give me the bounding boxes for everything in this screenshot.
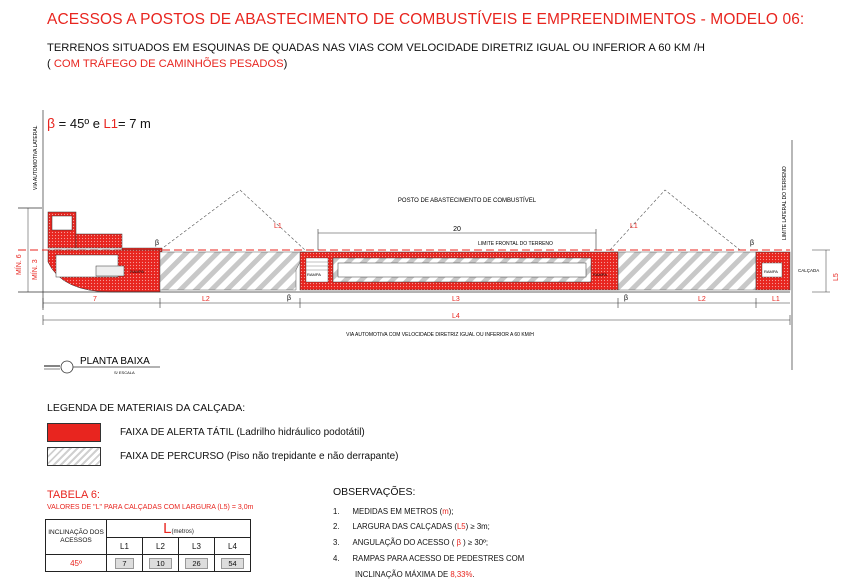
- L-unit: (metros): [171, 529, 194, 535]
- table-L-header: [107, 520, 251, 538]
- paren-open: (: [47, 58, 51, 70]
- legend-label-tactile: FAIXA DE ALERTA TÁTIL (Ladrilho hidráulico podotátil): [120, 427, 365, 438]
- heavy-truck-note: COM TRÁFEGO DE CAMINHÕES PESADOS: [50, 58, 284, 70]
- values-table: [45, 519, 251, 572]
- posto-label: POSTO DE ABASTECIMENTO DE COMBUSTÍVEL: [397, 198, 537, 204]
- via-label: VIA AUTOMOTIVA COM VELOCIDADE DIRETRIZ IGUAL OU INFERIOR A 60 KM/H: [346, 332, 534, 338]
- legend-label-path: FAIXA DE PERCURSO (Piso não trepidante e não derrapante): [120, 451, 399, 462]
- min6-label: MÍN. 6: [16, 254, 23, 275]
- obs-item-4: [333, 554, 524, 563]
- obs-text: ANGULAÇÃO DO ACESSO (: [352, 538, 457, 547]
- right-driveway-hatch: [610, 252, 756, 290]
- subtitle-terrain: TERRENOS SITUADOS EM ESQUINAS DE QUADAS NAS VIAS COM VELOCIDADE DIRETRIZ IGUAL OU INFERIOR A 60 KM /H: [47, 42, 705, 54]
- table-subtitle: VALORES DE "L" PARA CALÇADAS COM LARGURA (L5) = 3,0m: [47, 504, 254, 511]
- dim-20-label: 20: [453, 226, 461, 233]
- observations-title: OBSERVAÇÕES:: [333, 486, 416, 498]
- beta-mark-2: β: [287, 295, 292, 302]
- rampa-center-label: RAMPA: [307, 272, 321, 277]
- side-label-right: LIMITE LATERAL DO TERRENO: [782, 166, 788, 240]
- obs-text: MEDIDAS EM METROS (: [352, 507, 443, 516]
- beta-mark-1: β: [155, 240, 160, 247]
- table-head-label: INCLINAÇÃO DOS ACESSOS: [46, 520, 107, 555]
- value-l2-text: 10: [149, 558, 171, 569]
- l1-value: = 7 m: [118, 116, 151, 131]
- obs-red: L5: [456, 522, 466, 531]
- page-title: ACESSOS A POSTOS DE ABASTECIMENTO DE COMBUSTÍVEIS E EMPREENDIMENTOS - MODELO 06:: [47, 11, 805, 28]
- obs-text: INCLINAÇÃO MÁXIMA DE: [355, 570, 451, 579]
- escala-label: S/ ESCALA: [114, 370, 135, 375]
- col-l4: L4: [215, 538, 251, 555]
- beta-symbol: β: [47, 115, 56, 131]
- value-l1-text: 7: [115, 558, 133, 569]
- obs-tail: );: [448, 507, 454, 516]
- obs-tail: ) ≥ 3m;: [465, 522, 490, 531]
- value-l4: [215, 555, 251, 572]
- obs-num: 4.: [333, 554, 340, 563]
- value-l1: [107, 555, 143, 572]
- beta-mark-4: β: [750, 240, 755, 247]
- obs-item-4-line2: [355, 570, 475, 579]
- l1-right-label: L1: [630, 223, 638, 230]
- l3-label: L3: [452, 296, 460, 303]
- obs-item-1: [333, 507, 453, 516]
- central-island-walkway: [338, 263, 586, 277]
- obs-num: 3.: [333, 538, 340, 547]
- min3-label: MÍN. 3: [32, 259, 39, 280]
- obs-text: LARGURA DAS CALÇADAS (: [352, 522, 457, 531]
- rampa-right-label: RAMPA: [764, 269, 778, 274]
- obs-tail: ) ≥ 30º;: [461, 538, 489, 547]
- right-triangle-guide: [610, 190, 740, 250]
- left-driveway-hatch: [160, 252, 305, 290]
- l5-label: L5: [833, 273, 840, 281]
- obs-red: m: [442, 507, 449, 516]
- row-angle-text: 45º: [70, 558, 82, 568]
- l1-bottom-label: L1: [772, 296, 780, 303]
- col-l2: L2: [143, 538, 179, 555]
- dim-7-label: 7: [93, 296, 97, 303]
- row-angle: [46, 555, 107, 572]
- obs-num: 1.: [333, 507, 340, 516]
- obs-item-2: [333, 522, 490, 531]
- l2-right-label: L2: [698, 296, 706, 303]
- obs-red: 8,33%: [450, 570, 473, 579]
- legend-swatch-path: [47, 447, 101, 466]
- value-l3-text: 26: [185, 558, 207, 569]
- planta-baixa-label: PLANTA BAIXA: [80, 356, 150, 367]
- l1-left-label: L1: [274, 223, 282, 230]
- col-l1: L1: [107, 538, 143, 555]
- obs-red: β: [456, 538, 461, 547]
- rampa-left-label: RAMPA: [130, 269, 144, 274]
- value-l3: [179, 555, 215, 572]
- value-l4-text: 54: [221, 558, 243, 569]
- l2-left-label: L2: [202, 296, 210, 303]
- legend-swatch-tactile: [47, 423, 101, 442]
- obs-text: RAMPAS PARA ACESSO DE PEDESTRES COM: [352, 554, 525, 563]
- table-title: TABELA 6:: [47, 489, 100, 501]
- L-letter: L: [163, 520, 172, 537]
- beta-mark-3: β: [624, 295, 629, 302]
- planta-symbol-circle: [61, 361, 73, 373]
- side-label-left: VIA AUTOMOTIVA LATERAL: [33, 125, 39, 190]
- legend-title: LEGENDA DE MATERIAIS DA CALÇADA:: [47, 402, 246, 414]
- calcada-label: CALÇADA: [798, 268, 820, 273]
- left-triangle-guide: [160, 190, 305, 250]
- obs-num: 2.: [333, 522, 340, 531]
- paren-close: ): [283, 58, 288, 70]
- front-limit-label: LIMITE FRONTAL DO TERRENO: [478, 241, 553, 247]
- l1-symbol: L1: [103, 116, 119, 131]
- beta-value: = 45º e: [55, 116, 104, 131]
- obs-tail: .: [472, 570, 475, 579]
- l4-label: L4: [452, 313, 460, 320]
- col-l3: L3: [179, 538, 215, 555]
- rampa-center-right-label: RAMPA: [593, 272, 607, 277]
- obs-item-3: [333, 538, 488, 547]
- value-l2: [143, 555, 179, 572]
